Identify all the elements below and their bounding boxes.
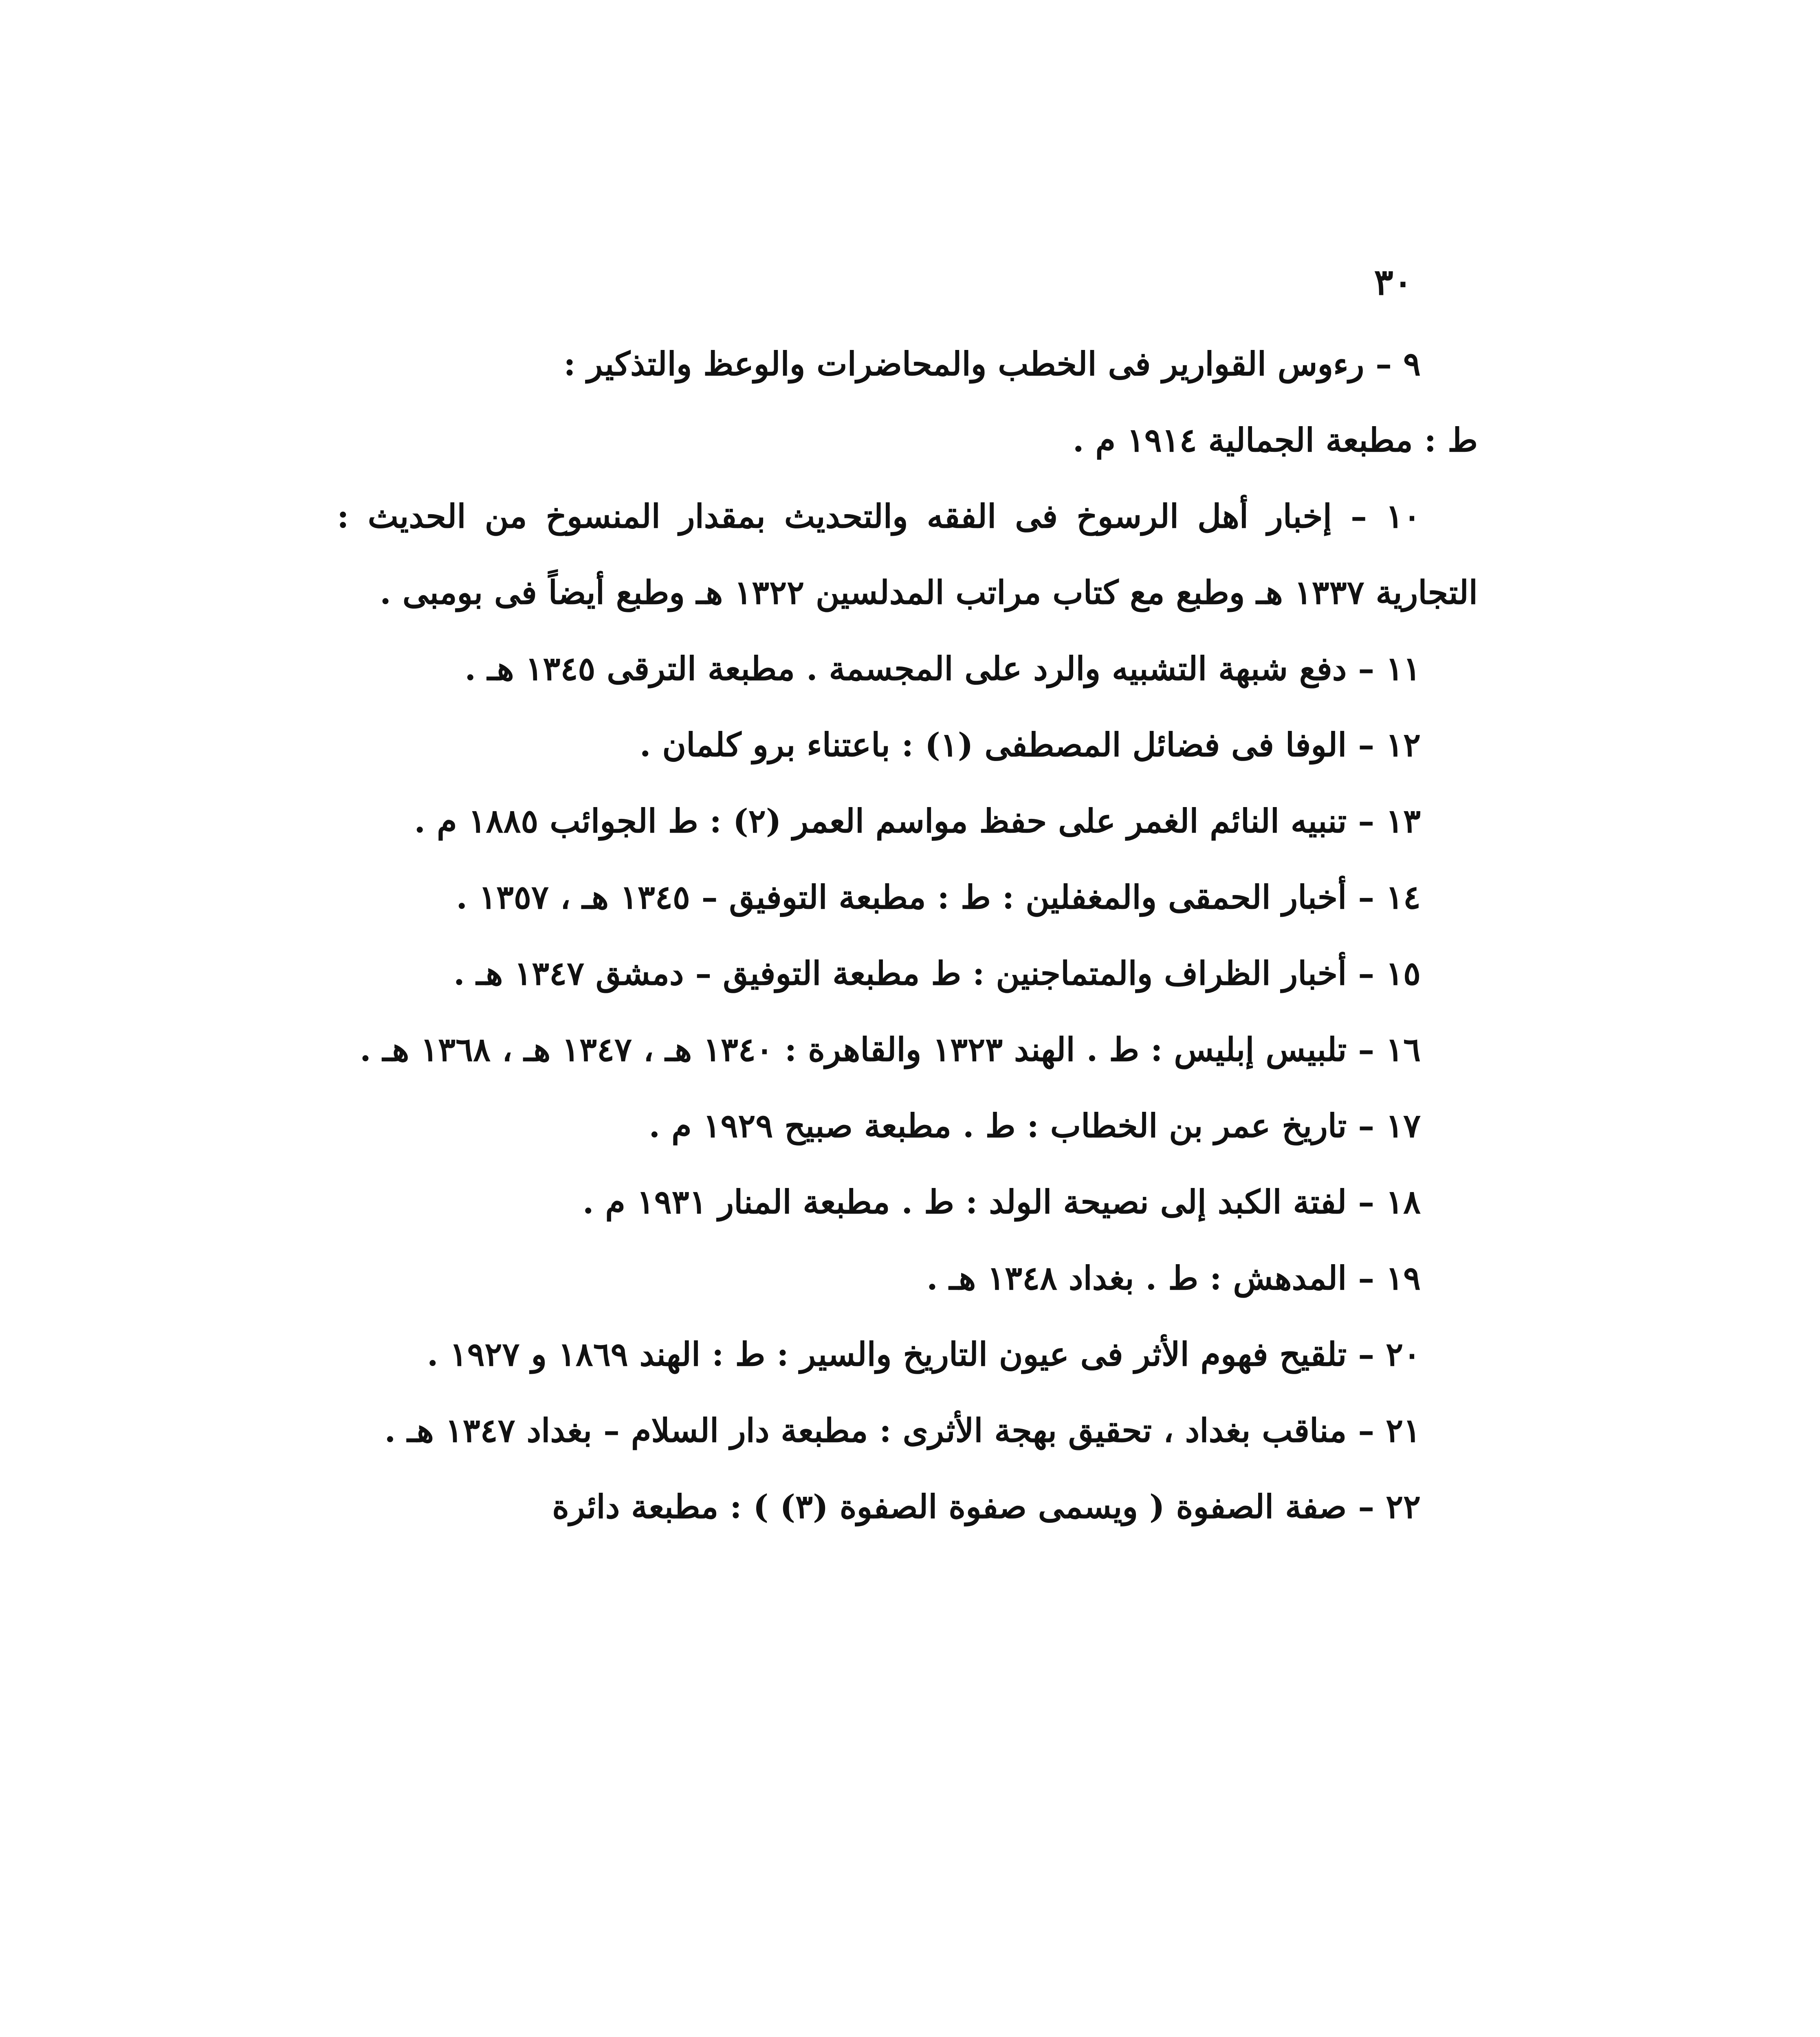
list-item: ١٠ – إخبار أهل الرسوخ فى الفقه والتحديث بمقدار المنسوخ من الحديث : التجارية ١٣٣٧ هـ وطبع مع كتاب مراتب المدلسين ١٣٢٢ هـ وطبع أيضاً فى بومبى . xyxy=(337,497,1478,612)
book-list xyxy=(337,326,1478,1545)
page-number: ٣٠ xyxy=(1374,261,1413,303)
list-item: ٢٢ – صفة الصفوة ( ويسمى صفوة الصفوة (٣) ) : مطبعة دائرة xyxy=(552,1487,1421,1526)
list-item: ٢٠ – تلقيح فهوم الأثر فى عيون التاريخ والسير : ط : الهند ١٨٦٩ و ١٩٢٧ . xyxy=(427,1335,1421,1373)
list-item: ١٣ – تنبيه النائم الغمر على حفظ مواسم العمر (٢) : ط الجوائب ١٨٨٥ م . xyxy=(414,802,1421,840)
list-item: ط : مطبعة الجمالية ١٩١٤ م . xyxy=(1072,421,1478,459)
list-item: ١١ – دفع شبهة التشبيه والرد على المجسمة . مطبعة الترقى ١٣٤٥ هـ . xyxy=(464,649,1421,688)
list-item: ١٥ – أخبار الظراف والمتماجنين : ط مطبعة التوفيق – دمشق ١٣٤٧ هـ . xyxy=(453,954,1421,992)
list-item: ٢١ – مناقب بغداد ، تحقيق بهجة الأثرى : مطبعة دار السلام – بغداد ١٣٤٧ هـ . xyxy=(384,1411,1421,1450)
list-item: ١٧ – تاريخ عمر بن الخطاب : ط . مطبعة صبيح ١٩٢٩ م . xyxy=(649,1106,1421,1145)
list-item: ٩ – رءوس القوارير فى الخطب والمحاضرات والوعظ والتذكير : xyxy=(563,345,1421,383)
list-item: ١٢ – الوفا فى فضائل المصطفى (١) : باعتناء برو كلمان . xyxy=(639,726,1421,764)
list-item: ١٩ – المدهش : ط . بغداد ١٣٤٨ هـ . xyxy=(926,1259,1421,1297)
list-item: ١٨ – لفتة الكبد إلى نصيحة الولد : ط . مطبعة المنار ١٩٣١ م . xyxy=(582,1183,1421,1221)
list-item: ١٤ – أخبار الحمقى والمغفلين : ط : مطبعة التوفيق – ١٣٤٥ هـ ، ١٣٥٧ . xyxy=(456,878,1421,916)
list-item: ١٦ – تلبيس إبليس : ط . الهند ١٣٢٣ والقاهرة : ١٣٤٠ هـ ، ١٣٤٧ هـ ، ١٣٦٨ هـ . xyxy=(360,1030,1421,1069)
